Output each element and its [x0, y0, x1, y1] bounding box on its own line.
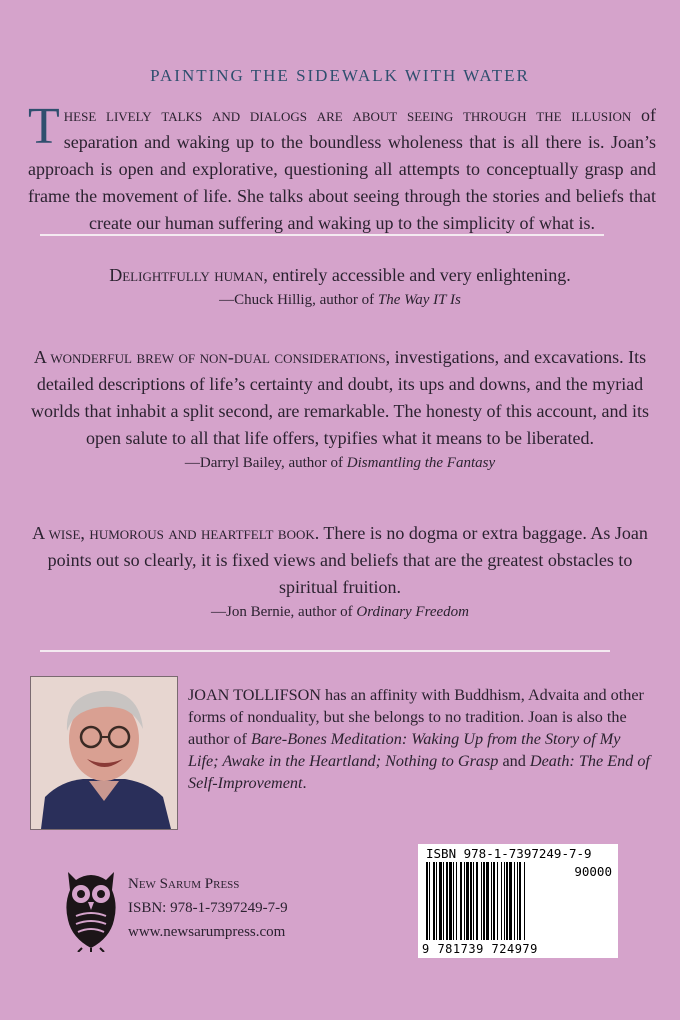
publisher-url: www.newsarumpress.com	[128, 924, 286, 940]
isbn-barcode	[418, 844, 618, 958]
endorsement-text: , entirely accessible and very enlightening.	[263, 265, 571, 285]
endorsement-lead: Delightfully human	[109, 265, 264, 285]
barcode-bars-icon	[418, 844, 618, 958]
author-bio: JOAN TOLLIFSON has an affinity with Buddhism, Advaita and other forms of nonduality, but she belongs to no tradition. Joan is also the author of Bare-Bones Meditation: Waking Up from the Story of My Life; Awake in the Heartland; Nothing to Grasp and Death: The End of Self-Improvement.	[188, 686, 650, 792]
publisher-isbn: ISBN: 978-1-7397249-7-9	[128, 900, 288, 916]
publisher-name: New Sarum Press	[128, 876, 240, 892]
back-cover-title: PAINTING THE SIDEWALK WITH WATER	[150, 66, 530, 85]
divider-rule	[40, 650, 610, 652]
endorsement-3	[30, 520, 650, 623]
endorsement-attribution: —Chuck Hillig, author of The Way IT Is	[219, 292, 461, 308]
drop-cap: T	[28, 98, 60, 155]
endorsement-text: , investigations, and excavations. Its detailed descriptions of life’s certainty and doubt, its ups and downs, and the myriad worlds that inhabit a split second, are remarkable. The honesty of this account, and its open salute to all that life offers, typifies what it means to be liberated.	[30, 347, 649, 448]
endorsement-text: . There is no dogma or extra baggage. As Joan points out so clearly, it is fixed views and beliefs that are the greatest obstacles to spiritual fruition.	[47, 523, 648, 597]
publisher-info	[128, 872, 288, 944]
author-photo	[30, 676, 178, 830]
divider-rule	[40, 234, 604, 236]
endorsement-2	[30, 344, 650, 474]
endorsement-lead: A wonderful brew of non-dual considerations	[33, 347, 386, 367]
barcode-digits: 9 781739 724979	[422, 942, 538, 956]
author-portrait-icon	[31, 677, 177, 829]
endorsement-attribution: —Darryl Bailey, author of Dismantling the Fantasy	[184, 455, 496, 471]
barcode-price-code: 90000	[574, 864, 612, 879]
author-name: JOAN TOLLIFSON	[188, 686, 321, 704]
book-title: Death: The End of Self-Improvement	[188, 752, 650, 792]
owl-logo-icon	[62, 864, 120, 952]
publisher-block	[62, 864, 362, 954]
barcode-isbn-label: ISBN 978-1-7397249-7-9	[426, 846, 592, 861]
intro-text: of separation and waking up to the boundless wholeness that is all there is. Joan’s approach is open and explorative, questioning all attempts to conceptually grasp and frame the movement of life. She talks about seeing through the stories and beliefs that create our human suffering and waking up to the simplicity of what is.	[28, 105, 656, 233]
book-titles: Bare-Bones Meditation: Waking Up from the Story of My Life; Awake in the Heartland; Nothing to Grasp	[188, 730, 621, 770]
endorsement-lead: A wise, humorous and heartfelt book	[32, 523, 315, 543]
endorsement-1	[30, 262, 650, 311]
intro-paragraph	[28, 98, 656, 237]
intro-smallcaps: hese lively talks and dialogs are about seeing through the illusion	[63, 105, 632, 125]
endorsement-attribution: —Jon Bernie, author of Ordinary Freedom	[210, 604, 469, 620]
